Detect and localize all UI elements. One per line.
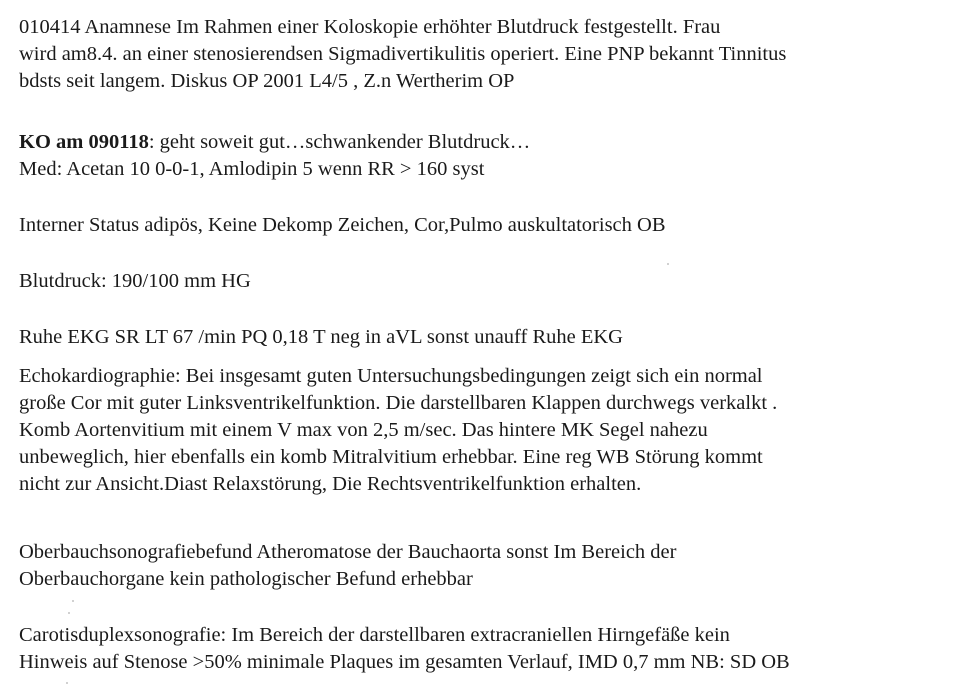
internal-status-line: Interner Status adipös, Keine Dekomp Zeichen, Cor,Pulmo auskultatorisch OB	[19, 214, 666, 236]
scan-speck	[667, 263, 669, 265]
abdominal-sono-line-1: Oberbauchsonografiebefund Atheromatose der Bauchaorta sonst Im Bereich der	[19, 541, 677, 563]
medication-line: Med: Acetan 10 0-0-1, Amlodipin 5 wenn RR > 160 syst	[19, 158, 485, 180]
carotid-duplex-line-1: Carotisduplexsonografie: Im Bereich der darstellbaren extracraniellen Hirngefäße kein	[19, 624, 730, 646]
ko-text: : geht soweit gut…schwankender Blutdruck…	[148, 131, 531, 153]
carotid-duplex-line-2: Hinweis auf Stenose >50% minimale Plaques im gesamten Verlauf, IMD 0,7 mm NB: SD OB	[19, 651, 790, 673]
echo-line-2: große Cor mit guter Linksventrikelfunktion. Die darstellbaren Klappen durchwegs verkalkt .	[19, 392, 778, 414]
ekg-line: Ruhe EKG SR LT 67 /min PQ 0,18 T neg in aVL sonst unauff Ruhe EKG	[19, 326, 623, 348]
echo-line-1: Echokardiographie: Bei insgesamt guten Untersuchungsbedingungen zeigt sich ein normal	[19, 365, 763, 387]
abdominal-sono-line-2: Oberbauchorgane kein pathologischer Befund erhebbar	[19, 568, 473, 590]
ko-line	[19, 129, 530, 156]
anamnese-line-3: bdsts seit langem. Diskus OP 2001 L4/5 , Z.n Wertherim OP	[19, 70, 515, 92]
ko-date-label: KO am 090118	[19, 131, 149, 153]
scan-speck	[68, 612, 70, 614]
scan-speck	[72, 600, 74, 602]
echo-line-5: nicht zur Ansicht.Diast Relaxstörung, Die Rechtsventrikelfunktion erhalten.	[19, 473, 642, 495]
echo-line-4: unbeweglich, hier ebenfalls ein komb Mitralvitium erhebbar. Eine reg WB Störung kommt	[19, 446, 763, 468]
anamnese-line-2: wird am8.4. an einer stenosierendsen Sigmadivertikulitis operiert. Eine PNP bekannt Tinnitus	[19, 43, 787, 65]
echo-line-3: Komb Aortenvitium mit einem V max von 2,5 m/sec. Das hintere MK Segel nahezu	[19, 419, 708, 441]
anamnese-line-1: 010414 Anamnese Im Rahmen einer Koloskopie erhöhter Blutdruck festgestellt. Frau	[19, 16, 721, 38]
blood-pressure-line: Blutdruck: 190/100 mm HG	[19, 270, 251, 292]
scan-speck	[66, 682, 68, 684]
